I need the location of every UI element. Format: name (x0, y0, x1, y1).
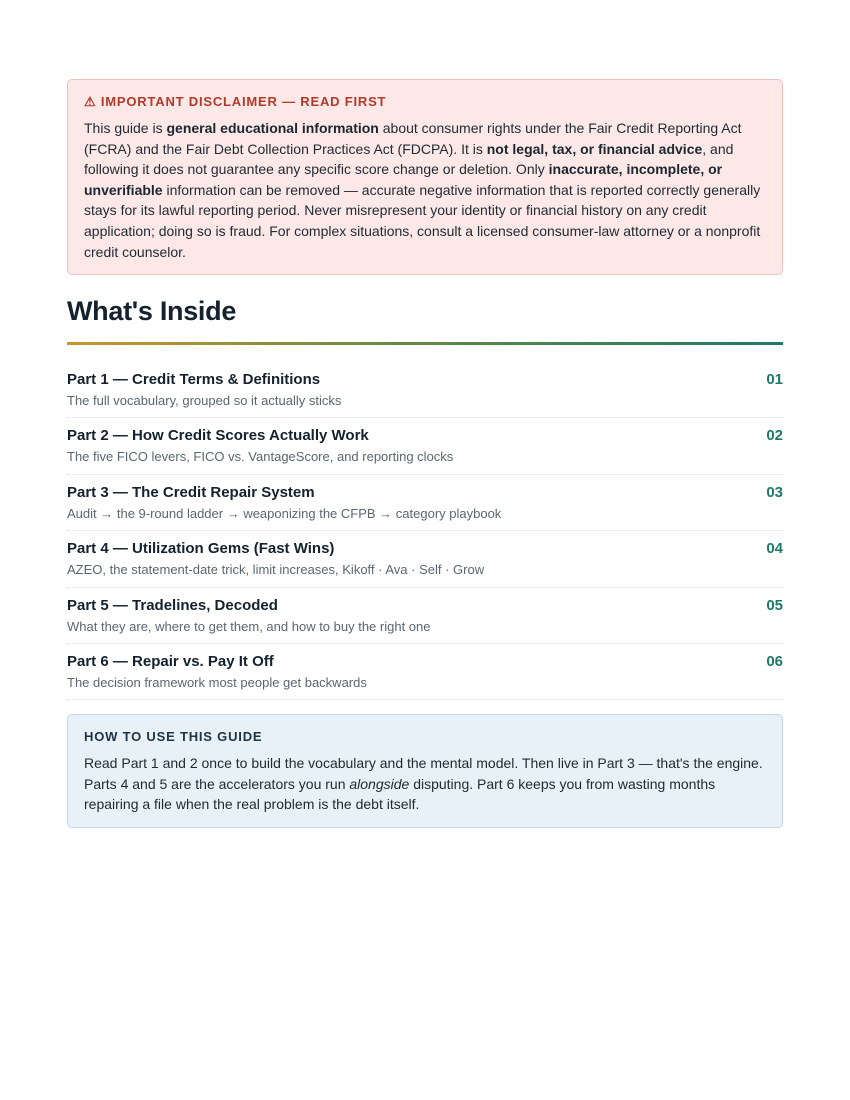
toc-item-title: Part 5 — Tradelines, Decoded (67, 596, 278, 614)
toc-item-number: 02 (766, 427, 783, 445)
toc-item-number: 04 (766, 540, 783, 558)
toc-item-part-1[interactable] (67, 362, 783, 418)
how-to-use-text-part: disputing. Part 6 keeps you from wasting months repairing a file when the real problem is the debt itself. (84, 775, 716, 813)
toc-item-title: Part 2 — How Credit Scores Actually Work (67, 427, 369, 445)
disclaimer-text (84, 118, 766, 262)
toc-item-title: Part 1 — Credit Terms & Definitions (67, 371, 321, 388)
toc-item-number: 06 (766, 652, 783, 670)
how-to-use-title: HOW TO USE THIS GUIDE (84, 729, 263, 744)
toc-item-number: 01 (766, 371, 783, 388)
toc-item-part-2[interactable] (67, 418, 783, 474)
contents-title: What's Inside (67, 296, 237, 326)
toc-item-subtitle: Audit → the 9-round ladder → weaponizing the CFPB → category playbook (67, 505, 502, 521)
toc-item-title: Part 6 — Repair vs. Pay It Off (67, 652, 274, 670)
disclaimer-text-part: information can be removed — accurate negative information that is reported correctly generally stays for its lawful reporting period. Never misrepresent your identity or financial history on any credit application; doing so is fraud. For complex situations, consult a licensed consumer-law attorney or a nonprofit credit counselor. (84, 181, 761, 260)
how-to-use-text-part: Read Part 1 and 2 once to build the vocabulary and the mental model. Then live in Part 3 — that's the engine. Parts 4 and 5 are the accelerators you run (84, 755, 763, 792)
disclaimer-text-part: about consumer rights under the Fair Credit Reporting Act (FCRA) and the Fair Debt Collection Practices Act (FDCPA). It is (84, 120, 742, 157)
how-to-use-emphasis: alongside (349, 775, 410, 792)
toc-item-subtitle: AZEO, the statement-date trick, limit increases, Kikoff · Ava · Self · Grow (67, 562, 485, 578)
table-of-contents (67, 362, 783, 700)
toc-item-subtitle: The full vocabulary, grouped so it actually sticks (67, 393, 342, 408)
disclaimer-text-part: , and following it does not guarantee any specific score change or deletion. Only (84, 140, 734, 178)
disclaimer-emphasis-inaccurate: inaccurate, incomplete, or unverifiable (84, 161, 723, 198)
toc-item-part-5[interactable] (67, 588, 783, 644)
disclaimer-title: ⚠ IMPORTANT DISCLAIMER — READ FIRST (84, 94, 387, 109)
disclaimer-box (67, 79, 783, 275)
toc-item-number: 03 (766, 483, 783, 501)
toc-item-part-4[interactable] (67, 531, 783, 587)
toc-item-subtitle: The five FICO levers, FICO vs. VantageScore, and reporting clocks (67, 449, 454, 465)
disclaimer-emphasis-educational: general educational information (166, 120, 379, 136)
toc-item-number: 05 (766, 596, 783, 614)
disclaimer-emphasis-not-advice: not legal, tax, or financial advice (486, 140, 703, 157)
toc-item-title: Part 4 — Utilization Gems (Fast Wins) (67, 540, 335, 558)
how-to-use-box (67, 714, 783, 828)
disclaimer-text-part: This guide is (84, 120, 167, 136)
how-to-use-text (84, 753, 766, 815)
toc-item-part-6[interactable] (67, 644, 783, 700)
toc-item-title: Part 3 — The Credit Repair System (67, 483, 315, 501)
toc-item-part-3[interactable] (67, 475, 783, 531)
gradient-divider (67, 342, 783, 345)
toc-item-subtitle: What they are, where to get them, and how to buy the right one (67, 618, 431, 634)
toc-item-subtitle: The decision framework most people get backwards (67, 674, 367, 690)
